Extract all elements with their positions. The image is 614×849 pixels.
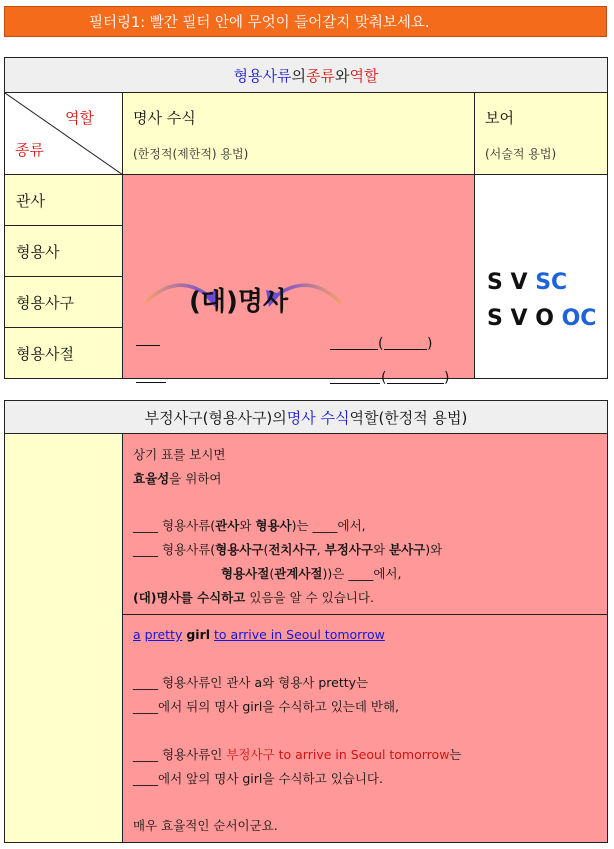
example-a: a bbox=[133, 627, 141, 642]
exp-line-5 bbox=[221, 564, 401, 582]
blank-post-1b bbox=[384, 349, 427, 350]
exp-l3a: ____ 형용사류( bbox=[133, 518, 216, 533]
pattern-svsc bbox=[487, 270, 567, 295]
exp-line-6 bbox=[133, 588, 374, 606]
caption2-noun-modify: 명사 수식 bbox=[286, 408, 350, 427]
exp-line-2 bbox=[133, 469, 222, 487]
infinitive-role-table bbox=[4, 400, 608, 843]
noun-label: (대)명사 bbox=[189, 287, 289, 317]
banner-text: 필터링1: 빨간 필터 안에 무엇이 들어갈지 맞춰보세요. bbox=[89, 15, 430, 31]
arrows-graphic bbox=[123, 175, 475, 378]
diagonal-divider bbox=[5, 93, 123, 175]
complement-header-title: 보어 bbox=[485, 109, 514, 127]
exp-l4f: 부정사구 bbox=[324, 542, 373, 557]
caption-types: 종류 bbox=[306, 66, 335, 85]
ex-line-1: ____ 형용사류인 관사 a와 형용사 pretty는 bbox=[133, 675, 369, 690]
exp-efficiency: 효율성 bbox=[133, 471, 170, 486]
complement-header-cell bbox=[475, 93, 607, 175]
exp-l4g: 와 bbox=[372, 542, 389, 557]
paren-open-2: ( bbox=[381, 370, 387, 386]
ex-l3a: ____ 형용사류인 bbox=[133, 747, 227, 762]
blank-post-2 bbox=[330, 383, 380, 384]
modifier-header-cell bbox=[123, 93, 475, 175]
paren-close-1: ) bbox=[427, 336, 433, 352]
example-girl: girl bbox=[186, 627, 211, 642]
title-banner bbox=[4, 6, 607, 37]
paren-open-1: ( bbox=[378, 336, 384, 352]
example-infinitive: to arrive in Seoul tomorrow bbox=[214, 627, 385, 642]
exp-line-4 bbox=[133, 540, 442, 558]
exp-l3b: 관사 bbox=[215, 518, 240, 533]
exp-l5d: ))은 ____에서, bbox=[322, 566, 402, 581]
exp-l4c: ( bbox=[263, 542, 269, 557]
caption-adjectives: 형용사류 bbox=[233, 66, 292, 85]
blank-pre-1 bbox=[136, 345, 160, 346]
exp-l6b: 있음을 알 수 있습니다. bbox=[245, 590, 374, 605]
kind-cell-adjective-clause: 형용사절 bbox=[5, 328, 123, 378]
caption2-part1: 부정사구(형용사구)의 bbox=[144, 408, 287, 427]
kind-cell-article: 관사 bbox=[5, 175, 123, 226]
table2-caption bbox=[5, 401, 607, 434]
blank-pre-2 bbox=[136, 382, 166, 383]
example-cell bbox=[123, 615, 607, 842]
corner-role-label: 역할 bbox=[65, 109, 94, 127]
exp-l5b: ( bbox=[269, 566, 275, 581]
svsc-sv: S V bbox=[487, 270, 528, 295]
exp-line-1: 상기 표를 보시면 bbox=[133, 447, 226, 462]
caption-joiner: 의 bbox=[291, 66, 306, 85]
corner-kind-label: 종류 bbox=[15, 141, 44, 159]
adjective-types-table bbox=[4, 57, 608, 386]
exp-l5c: 관계사절 bbox=[274, 566, 323, 581]
exp-l4i: )와 bbox=[425, 542, 443, 557]
kind-cell-adjective: 형용사 bbox=[5, 226, 123, 277]
ex-l3b: 부정사구 to arrive in Seoul tomorrow bbox=[226, 747, 450, 762]
paren-close-2: ) bbox=[444, 370, 450, 386]
example-sentence bbox=[133, 627, 385, 642]
exp-line-2-rest: 을 위하여 bbox=[169, 471, 222, 486]
exp-l3e: )는 ____에서, bbox=[291, 518, 366, 533]
exp-l6a: (대)명사를 수식하고 bbox=[133, 590, 246, 605]
blank-post-2b bbox=[387, 383, 444, 384]
exp-l4h: 분사구 bbox=[389, 542, 426, 557]
exp-l3c: 와 bbox=[239, 518, 256, 533]
blank-post-1 bbox=[330, 349, 378, 350]
modifier-header-title: 명사 수식 bbox=[133, 109, 196, 127]
ex-line-3 bbox=[133, 745, 462, 763]
complement-cell bbox=[475, 175, 607, 378]
corner-header-cell bbox=[5, 93, 123, 175]
exp-l4e: , bbox=[316, 542, 325, 557]
table1-caption bbox=[5, 58, 607, 93]
exp-l4b: 형용사구 bbox=[215, 542, 264, 557]
exp-l4a: ____ 형용사류( bbox=[133, 542, 216, 557]
exp-l4d: 전치사구 bbox=[268, 542, 317, 557]
caption-and: 와 bbox=[334, 66, 350, 85]
explanation-cell bbox=[123, 434, 607, 615]
svooc-oc: OC bbox=[561, 306, 597, 331]
exp-line-3 bbox=[133, 516, 366, 534]
ex-l3c: 는 bbox=[449, 747, 462, 762]
svsc-sc: SC bbox=[535, 270, 568, 295]
ex-line-4: ____에서 앞의 명사 girl을 수식하고 있습니다. bbox=[133, 771, 383, 786]
kind-cell-adjective-phrase: 형용사구 bbox=[5, 277, 123, 328]
modifier-filter-cell bbox=[123, 175, 475, 386]
complement-header-sub: (서술적 용법) bbox=[485, 147, 557, 161]
exp-l3d: 형용사 bbox=[255, 518, 292, 533]
pattern-svooc bbox=[487, 306, 596, 331]
modifier-header-sub: (한정적(제한적) 용법) bbox=[133, 147, 249, 161]
caption-roles: 역할 bbox=[349, 66, 379, 85]
exp-l5a: 형용사절 bbox=[221, 566, 270, 581]
caption2-part3: 역할(한정적 용법) bbox=[349, 408, 468, 427]
table2-side-cell bbox=[5, 434, 123, 842]
svooc-svo: S V O bbox=[487, 306, 554, 331]
example-pretty: pretty bbox=[144, 627, 183, 642]
ex-line-2: ____에서 뒤의 명사 girl을 수식하고 있는데 반해, bbox=[133, 699, 400, 714]
ex-line-5: 매우 효율적인 순서이군요. bbox=[133, 818, 278, 833]
